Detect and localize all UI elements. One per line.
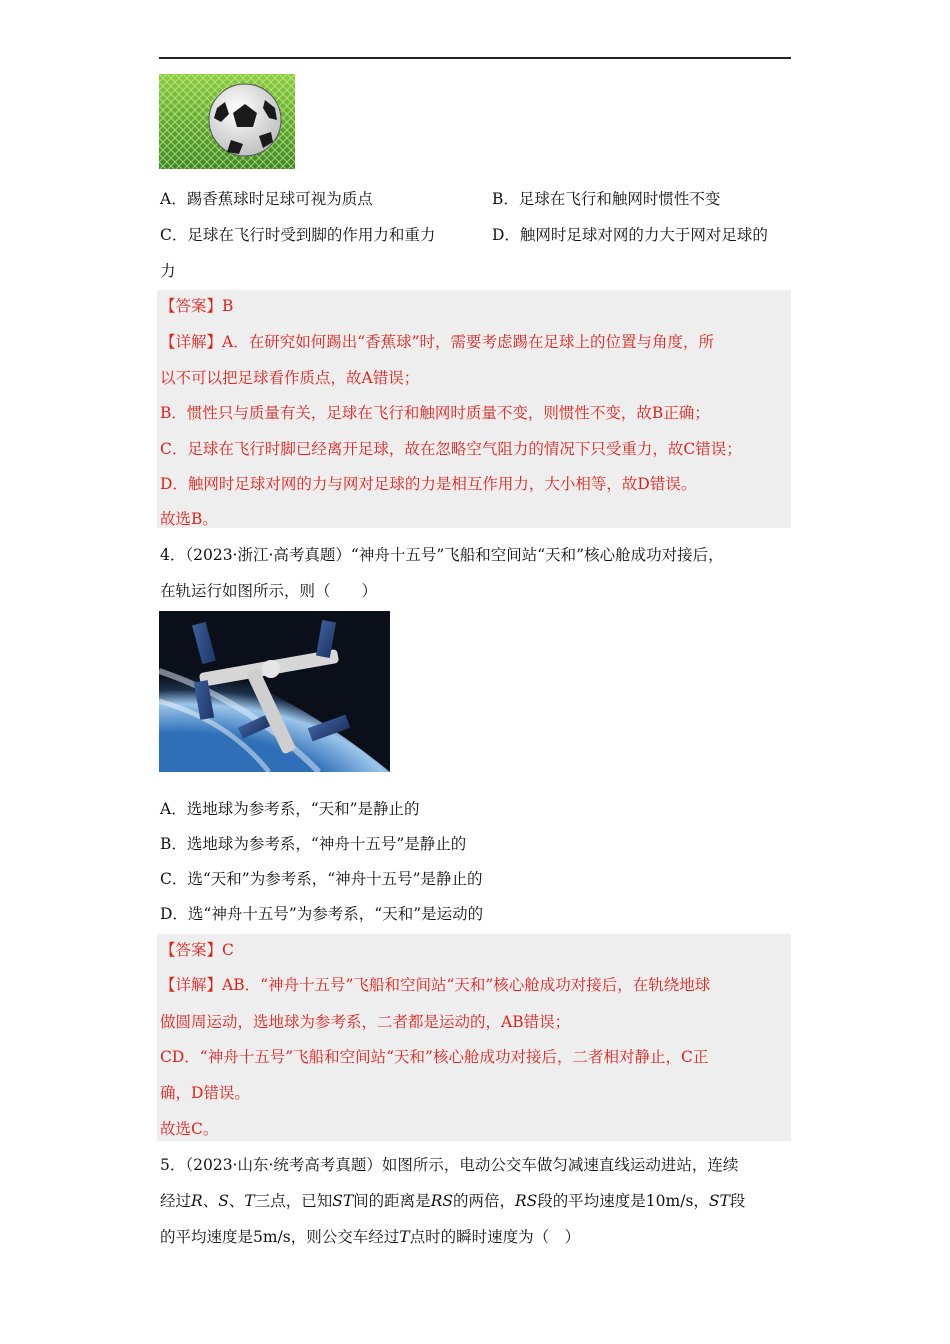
answer-value: C	[222, 941, 234, 959]
option-c: C．足球在飞行时受到脚的作用力和重力	[160, 226, 436, 244]
q4-detail-line: 故选C。	[160, 1120, 219, 1138]
option-d: D．触网时足球对网的力大于网对足球的	[492, 226, 768, 244]
answer-label: 【答案】	[160, 297, 223, 315]
q4-stem: 在轨运行如图所示，则（ ）	[160, 582, 378, 600]
q4-option-b: B．选地球为参考系，“神舟十五号”是静止的	[160, 835, 467, 853]
detail-label: 【详解】	[160, 333, 223, 351]
q4-option-a: A．选地球为参考系，“天和”是静止的	[160, 800, 420, 818]
detail-text: A．在研究如何踢出“香蕉球”时，需要考虑踢在足球上的位置与角度，所	[222, 333, 715, 351]
q4-answer	[160, 940, 234, 960]
option-b: B．足球在飞行和触网时惯性不变	[492, 190, 721, 208]
q4-option-d: D．选“神舟十五号”为参考系，“天和”是运动的	[160, 905, 484, 923]
q5-stem: 的平均速度是5m/s，则公交车经过T点时的瞬时速度为（ ）	[160, 1228, 581, 1246]
q4-detail-line: 确，D错误。	[160, 1084, 250, 1102]
q4-stem: 4．（2023·浙江·高考真题）“神舟十五号”飞船和空间站“天和”核心舱成功对接后，	[160, 546, 724, 564]
space-station-figure	[159, 611, 390, 772]
q4-option-c: C．选“天和”为参考系，“神舟十五号”是静止的	[160, 870, 483, 888]
q3-detail-line	[160, 332, 714, 352]
q3-detail-line: D．触网时足球对网的力与网对足球的力是相互作用力，大小相等，故D错误。	[160, 475, 697, 493]
soccer-ball-figure	[159, 74, 295, 169]
q3-answer	[160, 296, 233, 316]
answer-value: B	[222, 297, 234, 315]
detail-label: 【详解】	[160, 976, 223, 994]
answer-label: 【答案】	[160, 941, 223, 959]
detail-text: AB．“神舟十五号”飞船和空间站“天和”核心舱成功对接后，在轨绕地球	[222, 976, 711, 994]
q5-stem: 5．（2023·山东·统考高考真题）如图所示，电动公交车做匀减速直线运动进站，连续	[160, 1156, 739, 1174]
option-c-continued: 力	[160, 262, 176, 280]
q3-detail-line: C．足球在飞行时脚已经离开足球，故在忽略空气阻力的情况下只受重力，故C错误；	[160, 440, 742, 458]
q3-detail-line: B．惯性只与质量有关，足球在飞行和触网时质量不变，则惯性不变，故B正确；	[160, 404, 710, 422]
q4-answer-box	[157, 934, 791, 1141]
q4-detail-line: 做圆周运动，选地球为参考系，二者都是运动的，AB错误；	[160, 1013, 571, 1031]
header-rule	[159, 57, 791, 59]
q4-detail-line: CD．“神舟十五号”飞船和空间站“天和”核心舱成功对接后，二者相对静止，C正	[160, 1048, 709, 1066]
q3-detail-line: 以不可以把足球看作质点，故A错误；	[160, 369, 420, 387]
q5-stem: 经过R、S、T三点，已知ST间的距离是RS的两倍，RS段的平均速度是10m/s，ST段	[160, 1192, 746, 1210]
q3-detail-line: 故选B。	[160, 510, 218, 528]
option-a: A．踢香蕉球时足球可视为质点	[160, 190, 373, 208]
q4-detail-line	[160, 975, 710, 995]
